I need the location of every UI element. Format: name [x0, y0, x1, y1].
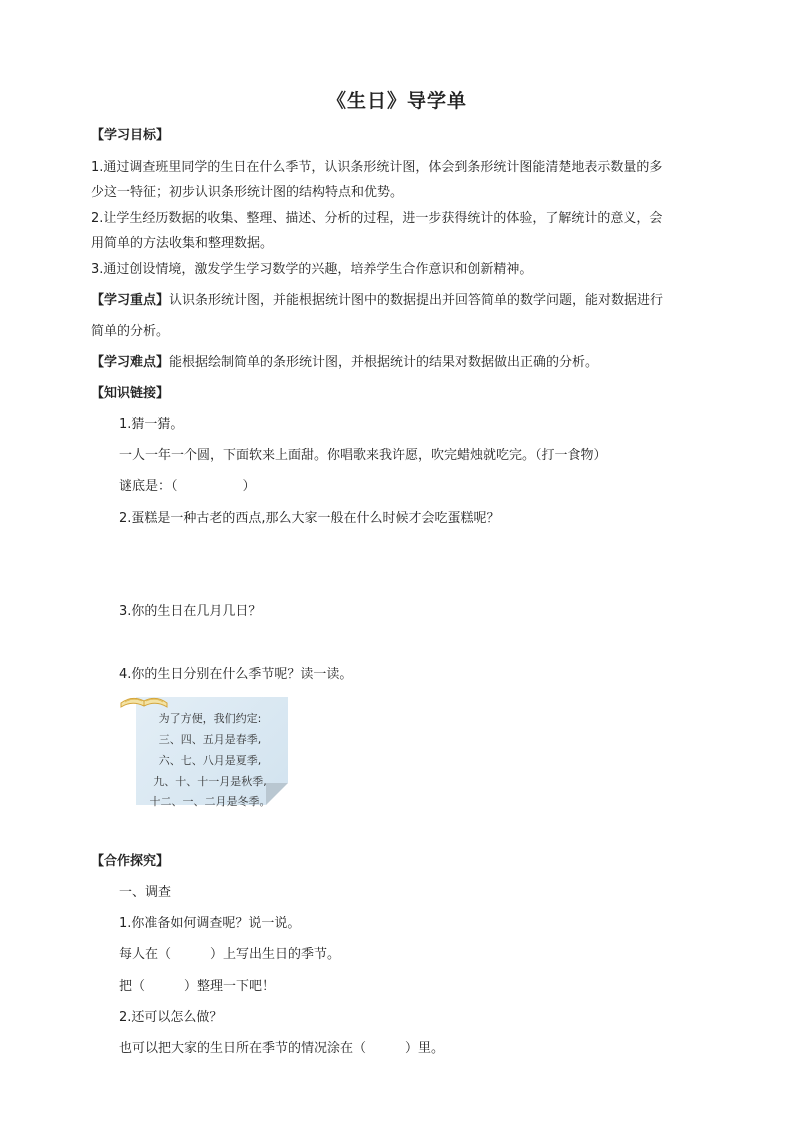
page-title: 《生日》导学单 — [326, 90, 467, 112]
difficulty-paragraph — [91, 351, 598, 370]
knowledge-q2: 2.蛋糕是一种古老的西点,那么大家一般在什么时候才会吃蛋糕呢？ — [119, 511, 500, 526]
page-curl-decoration — [266, 783, 288, 805]
coop-line3: 也可以把大家的生日所在季节的情况涂在（ ）里。 — [119, 1041, 445, 1056]
note-line-2: 三、四、五月是春季, — [158, 733, 262, 746]
knowledge-q3: 3.你的生日在几月几日？ — [119, 604, 262, 619]
coop-q1: 1.你准备如何调查呢？说一说。 — [119, 916, 301, 931]
coop-line1: 每人在（ ）上写出生日的季节。 — [119, 947, 341, 962]
coop-heading: 【合作探究】 — [91, 854, 170, 869]
goal-line-4: 用简单的方法收集和整理数据。 — [91, 236, 274, 251]
coop-q2: 2.还可以怎么做？ — [119, 1010, 223, 1025]
note-line-3: 六、七、八月是夏季, — [158, 754, 262, 767]
knowledge-q4: 4.你的生日分别在什么季节呢？读一读。 — [119, 667, 353, 682]
key-points-text-2: 简单的分析。 — [91, 324, 170, 339]
difficulty-heading: 【学习难点】 — [91, 355, 170, 370]
note-line-4: 九、十、十一月是秋季, — [153, 775, 267, 788]
note-line-1: 为了方便，我们约定: — [158, 712, 262, 725]
goals-heading: 【学习目标】 — [91, 128, 170, 143]
goal-line-2: 少这一特征；初步认识条形统计图的结构特点和优势。 — [91, 185, 404, 200]
key-points-heading: 【学习重点】 — [91, 293, 170, 308]
riddle-answer: 谜底是：（ ） — [119, 479, 256, 494]
key-points-paragraph — [91, 289, 663, 308]
season-note-card — [136, 697, 288, 808]
goal-line-5: 3.通过创设情境，激发学生学习数学的兴趣，培养学生合作意识和创新精神。 — [91, 262, 533, 277]
coop-line2: 把（ ）整理一下吧！ — [119, 979, 276, 994]
knowledge-heading: 【知识链接】 — [91, 386, 170, 401]
open-book-icon — [119, 689, 169, 709]
knowledge-q1: 1.猜一猜。 — [119, 417, 184, 432]
goal-line-3: 2.让学生经历数据的收集、整理、描述、分析的过程，进一步获得统计的体验，了解统计的意义，会 — [91, 211, 663, 226]
note-line-5: 十二、一、二月是冬季。 — [149, 795, 271, 808]
coop-sub1: 一、调查 — [119, 885, 172, 900]
riddle-text: 一人一年一个圆，下面软来上面甜。你唱歌来我许愿，吹完蜡烛就吃完。（打一食物） — [119, 448, 607, 463]
goal-line-1: 1.通过调查班里同学的生日在什么季节，认识条形统计图，体会到条形统计图能清楚地表示数量的多 — [91, 160, 663, 175]
key-points-text: 认识条形统计图，并能根据统计图中的数据提出并回答简单的数学问题，能对数据进行 — [169, 293, 664, 308]
difficulty-text: 能根据绘制简单的条形统计图，并根据统计的结果对数据做出正确的分析。 — [169, 355, 599, 370]
